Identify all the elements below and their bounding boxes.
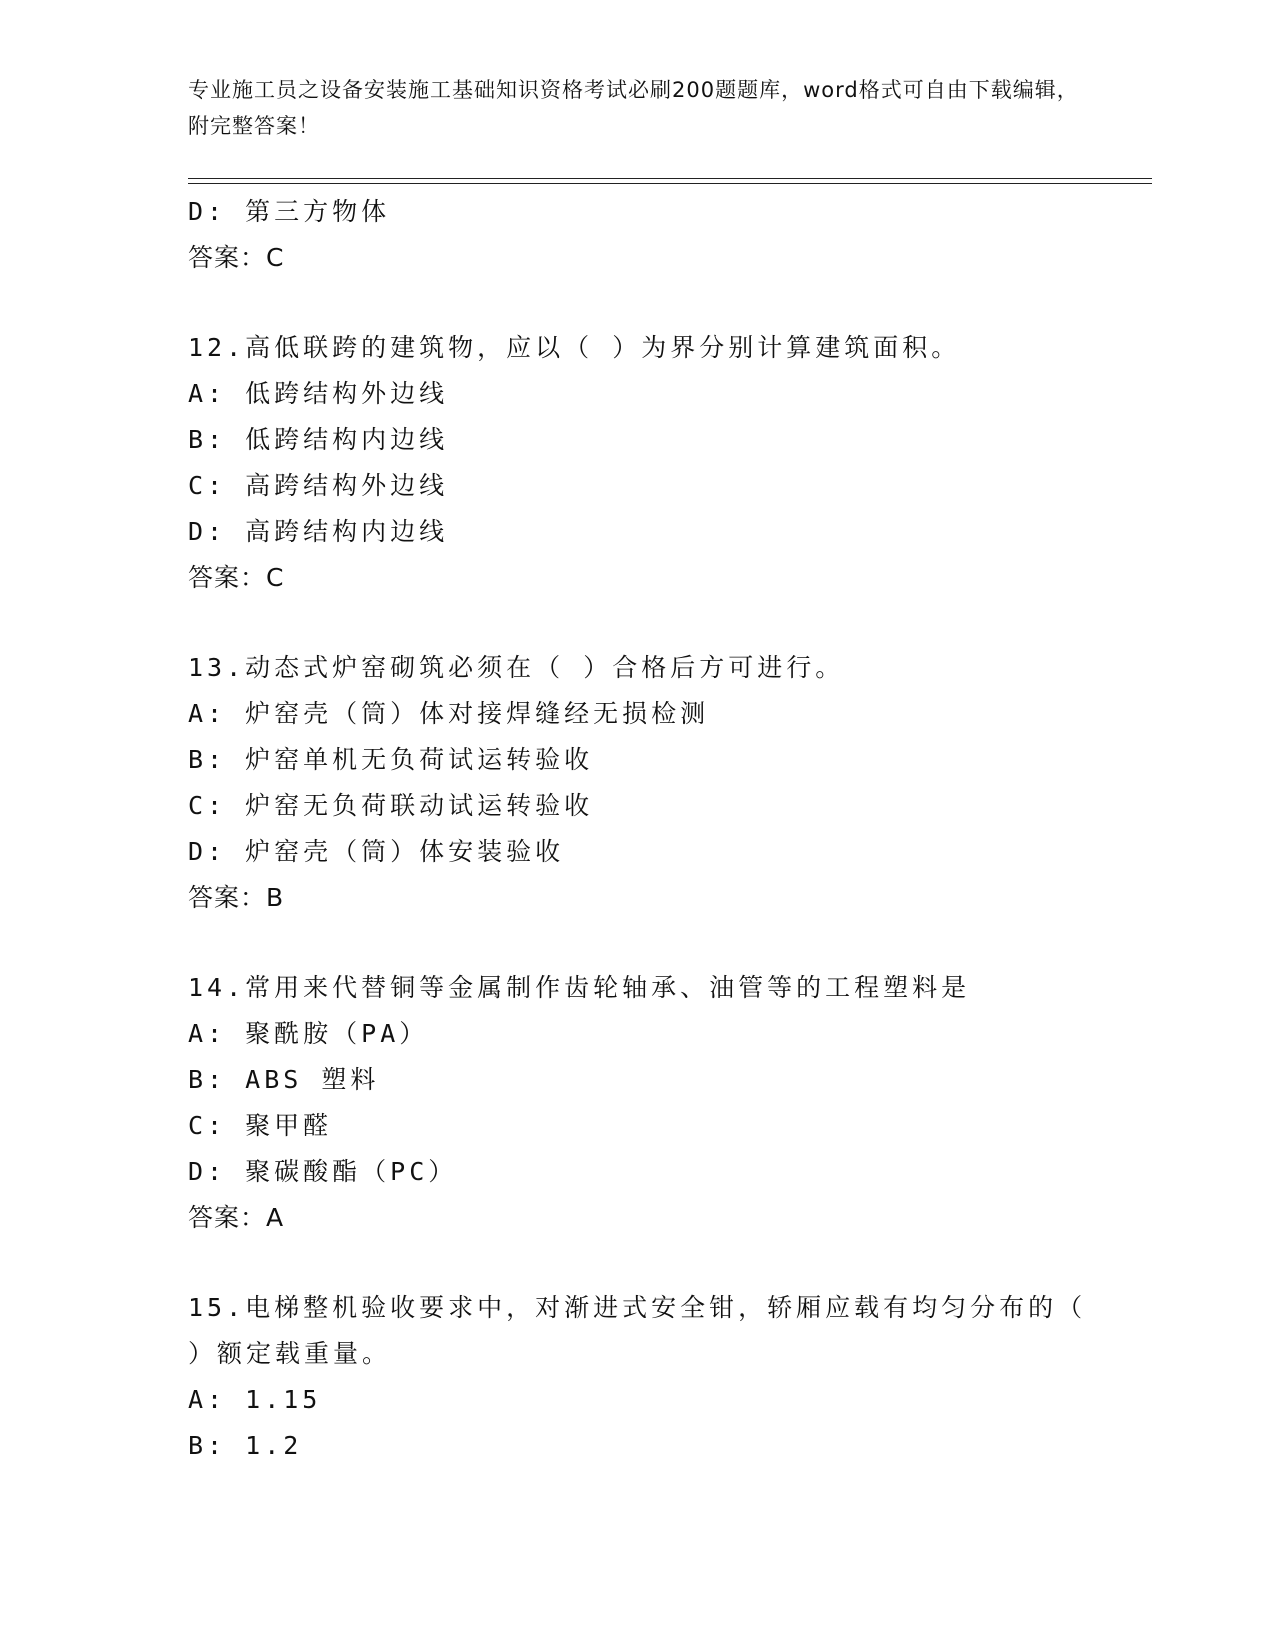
option-c: C: 聚甲醛 <box>188 1111 333 1140</box>
question-stem: 12.高低联跨的建筑物，应以（ ）为界分别计算建筑面积。 <box>188 333 961 362</box>
question-stem: 15.电梯整机验收要求中，对渐进式安全钳，轿厢应载有均匀分布的（ <box>188 1293 1087 1322</box>
option-b: B: 1.2 <box>188 1431 303 1460</box>
answer-line: 答案：C <box>188 563 285 592</box>
option-d: D: 聚碳酸酯（PC） <box>188 1157 458 1186</box>
option-a: A: 1.15 <box>188 1385 322 1414</box>
answer-line: 答案：C <box>188 243 285 272</box>
question-stem: 13.动态式炉窑砌筑必须在（ ）合格后方可进行。 <box>188 653 845 682</box>
option-c: C: 炉窑无负荷联动试运转验收 <box>188 791 594 820</box>
header-rule-bottom <box>188 183 1152 184</box>
option-d: D: 高跨结构内边线 <box>188 517 449 546</box>
option-d: D: 第三方物体 <box>188 197 391 226</box>
spacer <box>188 601 1148 645</box>
spacer <box>188 921 1148 965</box>
option-b: B: 低跨结构内边线 <box>188 425 449 454</box>
spacer <box>188 281 1148 325</box>
option-a: A: 低跨结构外边线 <box>188 379 449 408</box>
answer-line: 答案：B <box>188 883 285 912</box>
question-stem: 14.常用来代替铜等金属制作齿轮轴承、油管等的工程塑料是 <box>188 973 971 1002</box>
question-stem-continued: ）额定载重量。 <box>188 1339 392 1368</box>
answer-line: 答案：A <box>188 1203 285 1232</box>
header-rule-top <box>188 178 1152 179</box>
option-a: A: 炉窑壳（筒）体对接焊缝经无损检测 <box>188 699 710 728</box>
spacer <box>188 1241 1148 1285</box>
option-c: C: 高跨结构外边线 <box>188 471 449 500</box>
option-a: A: 聚酰胺（PA） <box>188 1019 429 1048</box>
question-list <box>188 189 1148 1469</box>
option-b: B: 炉窑单机无负荷试运转验收 <box>188 745 594 774</box>
option-d: D: 炉窑壳（筒）体安装验收 <box>188 837 565 866</box>
option-b: B: ABS 塑料 <box>188 1065 380 1094</box>
page-header: 专业施工员之设备安装施工基础知识资格考试必刷200题题库，word格式可自由下载编辑，附完整答案！ <box>188 78 1079 138</box>
